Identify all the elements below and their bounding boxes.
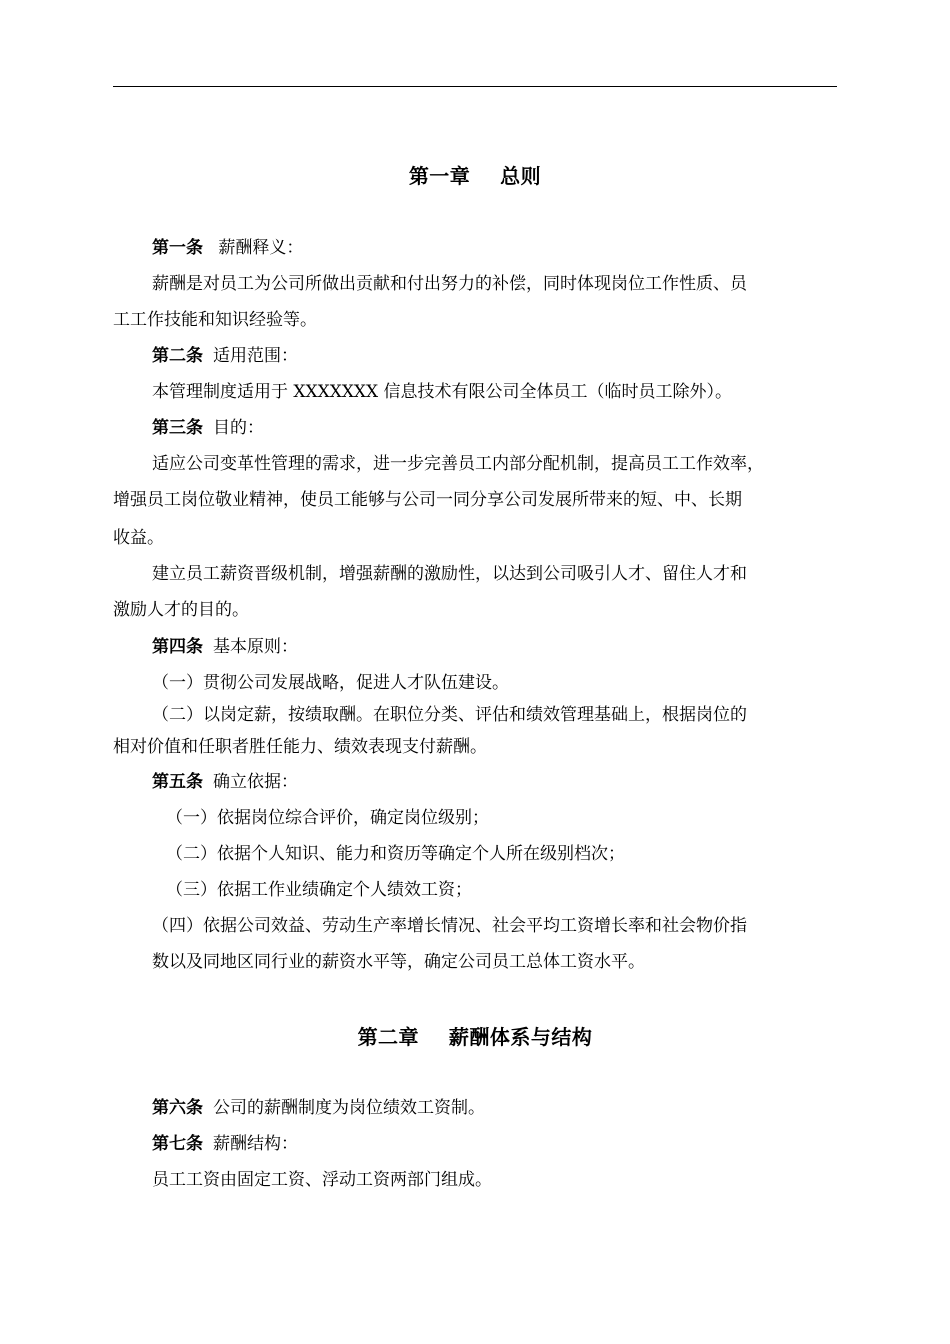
article-4-label: 第四条	[152, 637, 203, 657]
article-5-text-2: （二）依据个人知识、能力和资历等确定个人所在级别档次；	[166, 844, 625, 864]
article-7-title: 薪酬结构：	[213, 1134, 298, 1154]
article-3-text-4: 建立员工薪资晋级机制，增强薪酬的激励性，以达到公司吸引人才、留住人才和	[152, 564, 747, 584]
article-3-label: 第三条	[152, 418, 203, 438]
article-5-text-4: （四）依据公司效益、劳动生产率增长情况、社会平均工资增长率和社会物价指	[152, 916, 747, 936]
article-2-text-1: 本管理制度适用于 XXXXXXX 信息技术有限公司全体员工（临时员工除外）。	[152, 382, 733, 402]
article-1-text-2: 工工作技能和知识经验等。	[113, 310, 317, 330]
article-7-heading	[152, 1134, 298, 1154]
article-4-text-3: 相对价值和任职者胜任能力、绩效表现支付薪酬。	[113, 737, 487, 757]
article-4-heading	[152, 637, 298, 657]
article-7-label: 第七条	[152, 1134, 203, 1154]
article-3-text-3: 收益。	[113, 528, 164, 548]
article-3-heading	[152, 418, 264, 438]
article-3-text-5: 激励人才的目的。	[113, 600, 249, 620]
article-3-text-1: 适应公司变革性管理的需求，进一步完善员工内部分配机制，提高员工工作效率，	[152, 454, 764, 474]
header-rule	[113, 86, 837, 87]
article-5-text-5: 数以及同地区同行业的薪资水平等，确定公司员工总体工资水平。	[152, 952, 645, 972]
article-5-text-1: （一）依据岗位综合评价，确定岗位级别；	[166, 808, 489, 828]
article-4-text-1: （一）贯彻公司发展战略，促进人才队伍建设。	[152, 673, 509, 693]
article-4-text-2: （二）以岗定薪，按绩取酬。在职位分类、评估和绩效管理基础上，根据岗位的	[152, 705, 747, 725]
article-6-label: 第六条	[152, 1098, 203, 1118]
article-5-title: 确立依据：	[213, 772, 298, 792]
article-5-heading	[152, 772, 298, 792]
article-4-title: 基本原则：	[213, 637, 298, 657]
article-2-title: 适用范围：	[213, 346, 298, 366]
article-3-title: 目的：	[213, 418, 264, 438]
article-1-title: 薪酬释义：	[213, 238, 304, 258]
article-1-text-1: 薪酬是对员工为公司所做出贡献和付出努力的补偿，同时体现岗位工作性质、员	[152, 274, 747, 294]
article-6-heading	[152, 1098, 485, 1118]
article-5-text-3: （三）依据工作业绩确定个人绩效工资；	[166, 880, 472, 900]
article-3-text-2: 增强员工岗位敬业精神，使员工能够与公司一同分享公司发展所带来的短、中、长期	[113, 490, 742, 510]
article-7-text-1: 员工工资由固定工资、浮动工资两部门组成。	[152, 1170, 492, 1190]
article-1-label: 第一条	[152, 238, 203, 258]
article-2-heading	[152, 346, 298, 366]
chapter-1-title: 第一章 总则	[408, 164, 542, 188]
article-2-label: 第二条	[152, 346, 203, 366]
article-5-label: 第五条	[152, 772, 203, 792]
chapter-2-title: 第二章 薪酬体系与结构	[357, 1025, 593, 1049]
article-1-heading	[152, 238, 303, 258]
article-6-title: 公司的薪酬制度为岗位绩效工资制。	[213, 1098, 485, 1118]
